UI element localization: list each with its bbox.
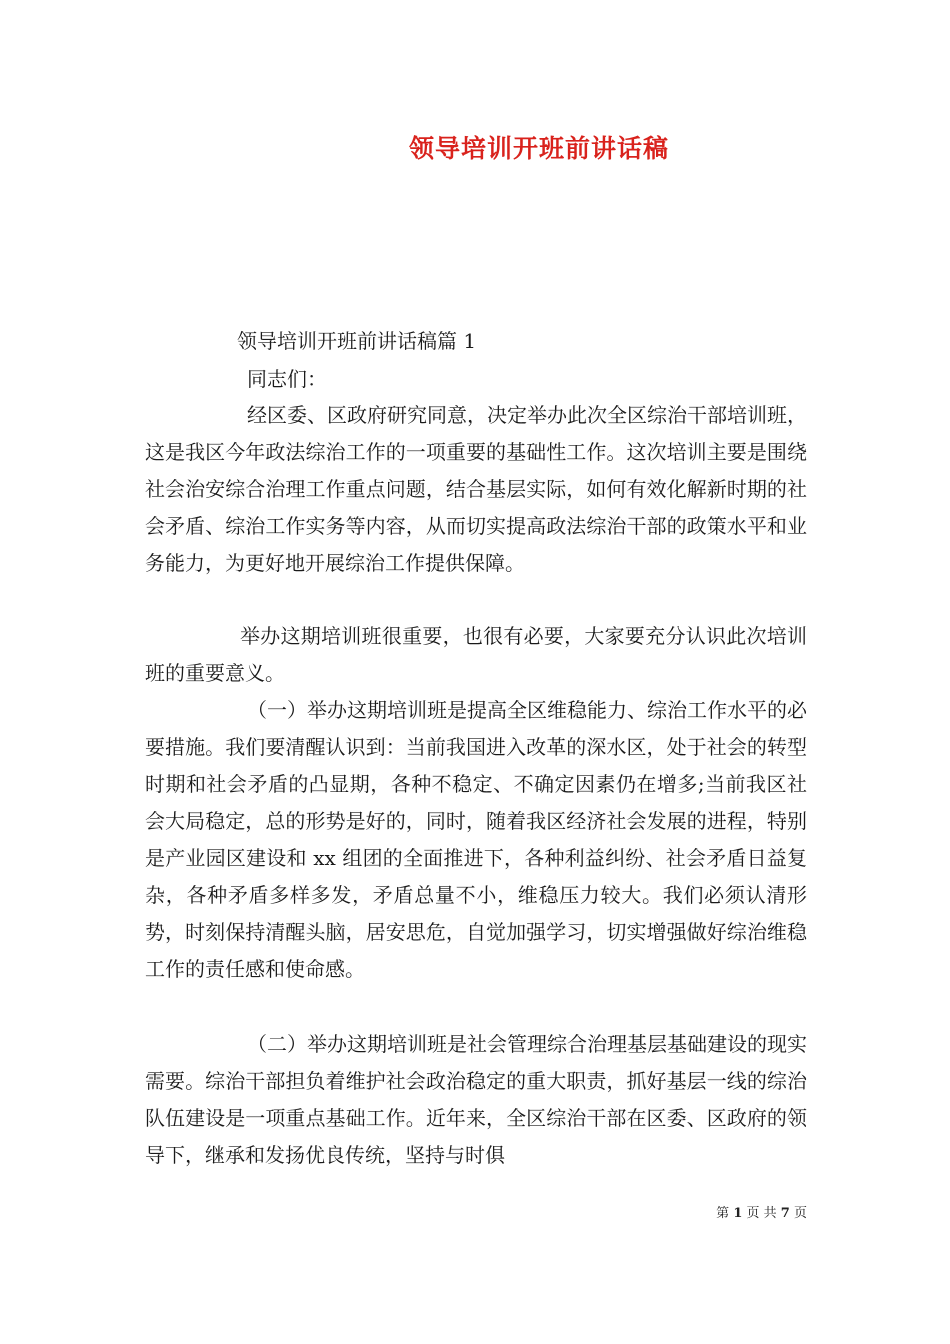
paragraph-1: 经区委、区政府研究同意，决定举办此次全区综治干部培训班，这是我区今年政法综治工作的一项重要的基础性工作。这次培训主要是围绕社会治安综合治理工作重点问题，结合基层实际，如何有效化解新时期的社会矛盾、综治工作实务等内容，从而切实提高政法综治干部的政策水平和业务能力，为更好地开展综治工作提供保障。: [145, 403, 807, 575]
paragraph-3: （一）举办这期培训班是提高全区维稳能力、综治工作水平的必要措施。我们要清醒认识到：当前我国进入改革的深水区，处于社会的转型时期和社会矛盾的凸显期，各种不稳定、不确定因素仍在增多;当前我区社会大局稳定，总的形势是好的，同时，随着我区经济社会发展的进程，特别是产业园区建设和 xx 组团的全面推进下，各种利益纠纷、社会矛盾日益复杂，各种矛盾多样多发，矛盾总量不小，维稳压力较大。我们必须认清形势，时刻保持清醒头脑，居安思危，自觉加强学习，切实增强做好综治维稳工作的责任感和使命感。: [145, 698, 807, 981]
paragraph-2: 举办这期培训班很重要，也很有必要，大家要充分认识此次培训班的重要意义。: [145, 624, 807, 685]
footer-prefix: 第: [716, 1206, 730, 1221]
footer-suffix: 页: [793, 1206, 807, 1221]
footer-middle: 页 共: [746, 1206, 777, 1221]
page-footer: [716, 1204, 807, 1224]
document-title: 领导培训开班前讲话稿: [408, 134, 669, 163]
section-heading: 领导培训开班前讲话稿篇 1: [237, 329, 477, 353]
greeting-line: 同志们：: [247, 367, 327, 391]
footer-total-pages: 7: [780, 1206, 790, 1221]
footer-page-number: 1: [733, 1206, 743, 1221]
paragraph-4: （二）举办这期培训班是社会管理综合治理基层基础建设的现实需要。综治干部担负着维护社会政治稳定的重大职责，抓好基层一线的综治队伍建设是一项重点基础工作。近年来，全区综治干部在区委、区政府的领导下，继承和发扬优良传统，坚持与时俱: [145, 1032, 807, 1167]
